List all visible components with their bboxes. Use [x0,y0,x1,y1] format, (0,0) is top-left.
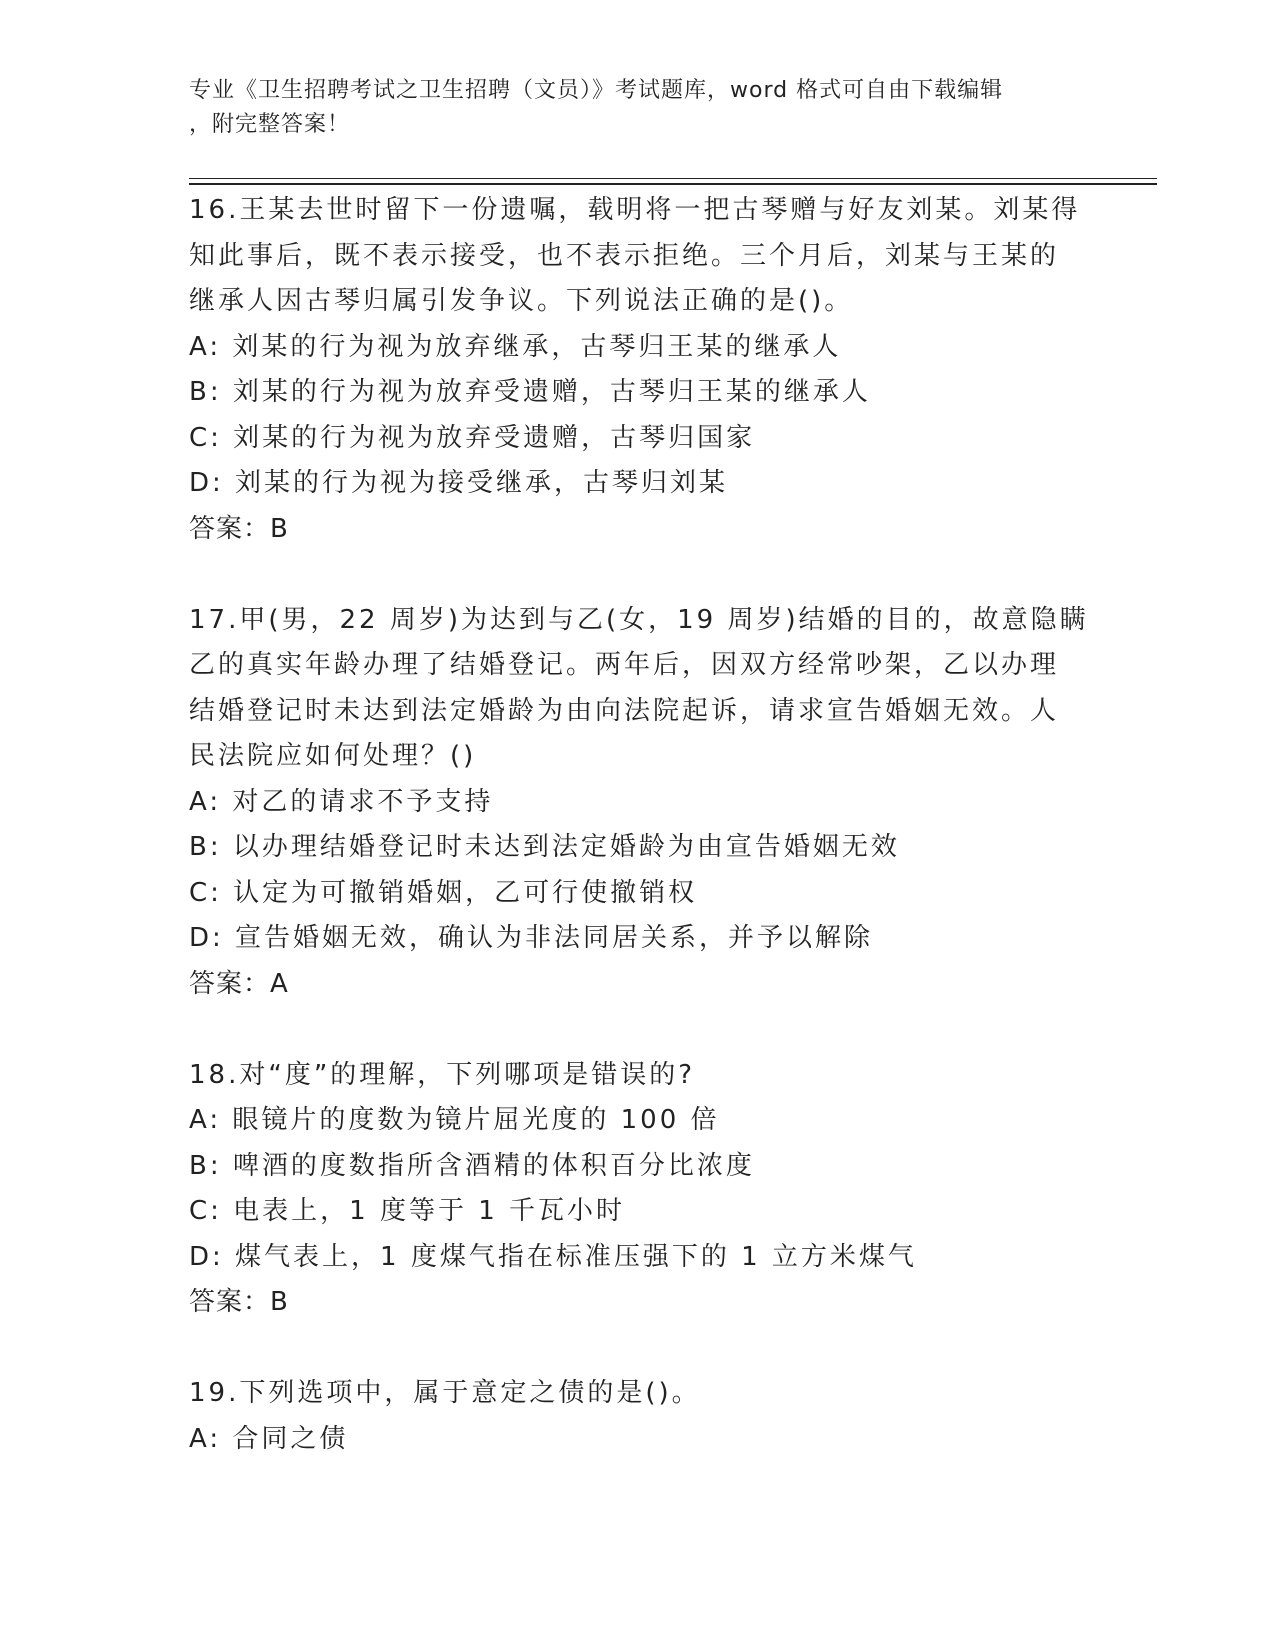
option-c: C: 认定为可撤销婚姻，乙可行使撤销权 [189,877,698,908]
option-b: B: 刘某的行为视为放弃受遗赠，古琴归王某的继承人 [189,377,871,407]
option-d: D: 煤气表上，1 度煤气指在标准压强下的 1 立方米煤气 [189,1241,917,1272]
option-d: D: 宣告婚姻无效，确认为非法同居关系，并予以解除 [189,923,874,953]
header-line-1: 专业《卫生招聘考试之卫生招聘（文员）》考试题库，word 格式可自由下载编辑 [189,78,1004,103]
option-a: A: 对乙的请求不予支持 [189,786,494,817]
question-stem-line: 民法院应如何处理？() [189,741,477,771]
spacer [189,552,1089,598]
question-19 [189,1371,1089,1462]
question-stem-line: 18.对“度”的理解，下列哪项是错误的? [189,1059,696,1090]
option-a: A: 合同之债 [189,1423,349,1454]
question-18 [189,1053,1089,1326]
question-stem-line: 19.下列选项中，属于意定之债的是()。 [189,1378,701,1408]
option-b: B: 以办理结婚登记时未达到法定婚龄为由宣告婚姻无效 [189,832,900,862]
question-17 [189,598,1089,1008]
header-divider-thin [189,178,1157,179]
option-b: B: 啤酒的度数指所含酒精的体积百分比浓度 [189,1150,755,1181]
spacer [189,1326,1089,1372]
question-stem-line: 16.王某去世时留下一份遗嘱，载明将一把古琴赠与好友刘某。刘某得 [189,195,1081,225]
option-c: C: 电表上，1 度等于 1 千瓦小时 [189,1196,626,1226]
header-divider-thick [189,183,1157,185]
option-d: D: 刘某的行为视为接受继承，古琴归刘某 [189,468,729,498]
question-stem-line: 知此事后，既不表示接受，也不表示拒绝。三个月后，刘某与王某的 [189,240,1060,271]
question-list [189,188,1089,1462]
question-stem-line: 继承人因古琴归属引发争议。下列说法正确的是()。 [189,286,854,316]
header-line-2: ，附完整答案！ [189,112,351,137]
question-stem-line: 乙的真实年龄办理了结婚登记。两年后，因双方经常吵架，乙以办理 [189,650,1060,680]
question-stem-line: 结婚登记时未达到法定婚龄为由向法院起诉，请求宣告婚姻无效。人 [189,695,1060,726]
answer-line: 答案：B [189,1287,289,1317]
option-c: C: 刘某的行为视为放弃受遗赠，古琴归国家 [189,422,756,453]
answer-line: 答案：A [189,968,289,999]
option-a: A: 刘某的行为视为放弃继承，古琴归王某的继承人 [189,331,842,362]
document-header [189,74,1069,142]
spacer [189,1007,1089,1053]
option-a: A: 眼镜片的度数为镜片屈光度的 100 倍 [189,1105,720,1135]
question-stem-line: 17.甲(男，22 周岁)为达到与乙(女，19 周岁)结婚的目的，故意隐瞒 [189,604,1089,635]
answer-line: 答案：B [189,513,289,544]
question-16 [189,188,1089,552]
